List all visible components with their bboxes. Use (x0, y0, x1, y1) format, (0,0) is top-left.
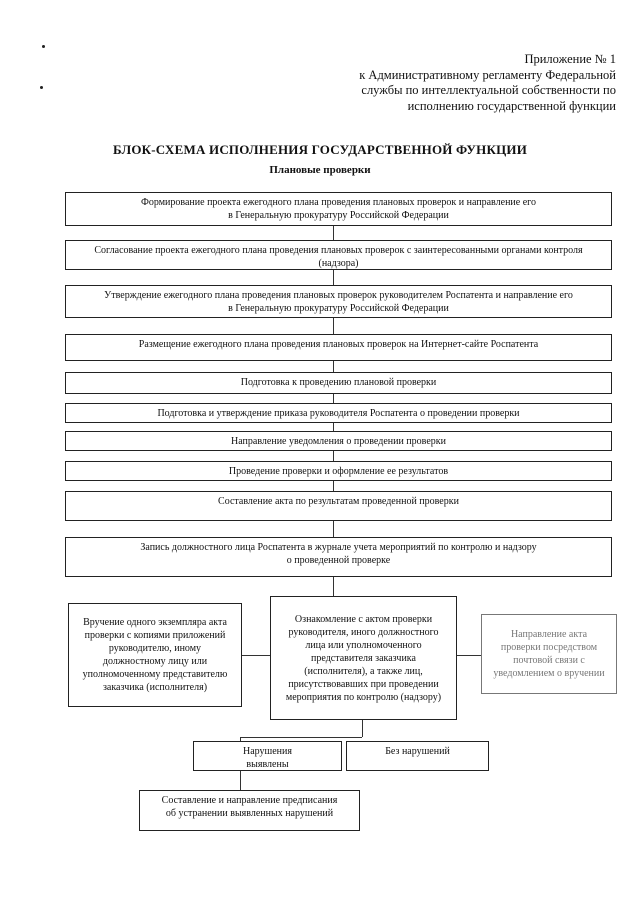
flow-step (65, 334, 612, 361)
flow-step (65, 491, 612, 521)
box-text: Вручение одного экземпляра акта (83, 617, 227, 628)
postal-delivery-box (481, 614, 617, 694)
connector (333, 577, 334, 596)
page-title: БЛОК-СХЕМА ИСПОЛНЕНИЯ ГОСУДАРСТВЕННОЙ ФУНКЦИИ (112, 142, 528, 157)
connector (242, 655, 270, 656)
step-text: Запись должностного лица Роспатента в журнале учета мероприятий по контролю и надзору (140, 542, 537, 553)
box-text: Составление и направление предписания (161, 795, 338, 806)
step-text: Размещение ежегодного плана проведения плановых проверок на Интернет-сайте Роспатента (138, 339, 539, 350)
step-text: Подготовка к проведению плановой проверки (240, 377, 437, 388)
step-text: Проведение проверки и оформление ее результатов (228, 466, 449, 477)
scan-mark (40, 86, 43, 89)
flow-step (65, 192, 612, 226)
box-text: выявлены (246, 759, 289, 770)
header-line: исполнению государственной функции (407, 98, 616, 113)
appendix-header (336, 52, 616, 114)
box-text: руководителю, иному (108, 643, 202, 654)
connector (333, 318, 334, 334)
order-issuance-box (139, 790, 360, 831)
box-text: должностному лицу или (102, 656, 208, 667)
step-text: Согласование проекта ежегодного плана проведения плановых проверок с заинтересованными органами контроля (94, 245, 583, 256)
flow-step (65, 461, 612, 481)
step-text: о проведенной проверке (286, 555, 391, 566)
violations-found-box (193, 741, 342, 771)
connector (457, 655, 481, 656)
step-text: Направление уведомления о проведении проверки (231, 436, 446, 447)
box-text: уведомлением о вручении (493, 668, 605, 679)
connector (333, 423, 334, 431)
box-text: (исполнителя), а также лиц, (304, 665, 423, 677)
step-text: Формирование проекта ежегодного плана проведения плановых проверок и направление его (140, 197, 537, 208)
delivery-in-person-box (68, 603, 242, 707)
box-text: заказчика (исполнителя) (102, 682, 208, 693)
no-violations-box (346, 741, 489, 771)
box-text: Направление акта (510, 629, 588, 640)
header-line: к Административному регламенту Федеральной (359, 67, 616, 82)
header-line: службы по интеллектуальной собственности по (361, 83, 616, 97)
box-text: Без нарушений (385, 746, 450, 757)
box-text: Нарушения (243, 746, 292, 757)
connector (333, 226, 334, 240)
scan-mark (42, 45, 45, 48)
flow-step (65, 285, 612, 318)
box-text: проверки с копиями приложений (84, 630, 226, 641)
flow-step (65, 431, 612, 451)
step-text: в Генеральную прокуратуру Российской Федерации (228, 303, 449, 314)
box-text: представителя заказчика (311, 652, 416, 664)
step-text: в Генеральную прокуратуру Российской Федерации (228, 210, 449, 221)
flow-step (65, 372, 612, 394)
connector (362, 720, 363, 737)
connector (333, 361, 334, 372)
header-line: Приложение № 1 (524, 52, 616, 66)
step-text: Подготовка и утверждение приказа руководителя Роспатента о проведении проверки (157, 408, 520, 419)
step-text: (надзора) (318, 258, 359, 269)
connector (333, 270, 334, 285)
box-text: почтовой связи с (513, 655, 585, 666)
box-text: присутствовавших при проведении (288, 678, 439, 690)
connector (333, 394, 334, 403)
box-text: Ознакомление с актом проверки (294, 613, 433, 625)
box-text: об устранении выявленных нарушений (165, 808, 334, 819)
connector (240, 771, 241, 790)
box-text: уполномоченному представителю (82, 669, 228, 680)
box-text: мероприятия по контролю (надзору) (285, 691, 442, 703)
connector (333, 451, 334, 461)
step-text: Составление акта по результатам проведенной проверки (218, 496, 459, 507)
page-subtitle: Плановые проверки (269, 164, 371, 176)
act-acquaintance-box (270, 596, 457, 720)
flow-step (65, 537, 612, 577)
connector (240, 737, 362, 738)
box-text: руководителя, иного должностного (288, 626, 439, 638)
connector (333, 481, 334, 491)
box-text: лица или уполномоченного (305, 639, 422, 651)
flow-step (65, 403, 612, 423)
connector (333, 521, 334, 537)
step-text: Утверждение ежегодного плана проведения плановых проверок руководителем Роспатента и направление его (104, 290, 573, 301)
box-text: проверки посредством (500, 642, 598, 653)
flow-step (65, 240, 612, 270)
